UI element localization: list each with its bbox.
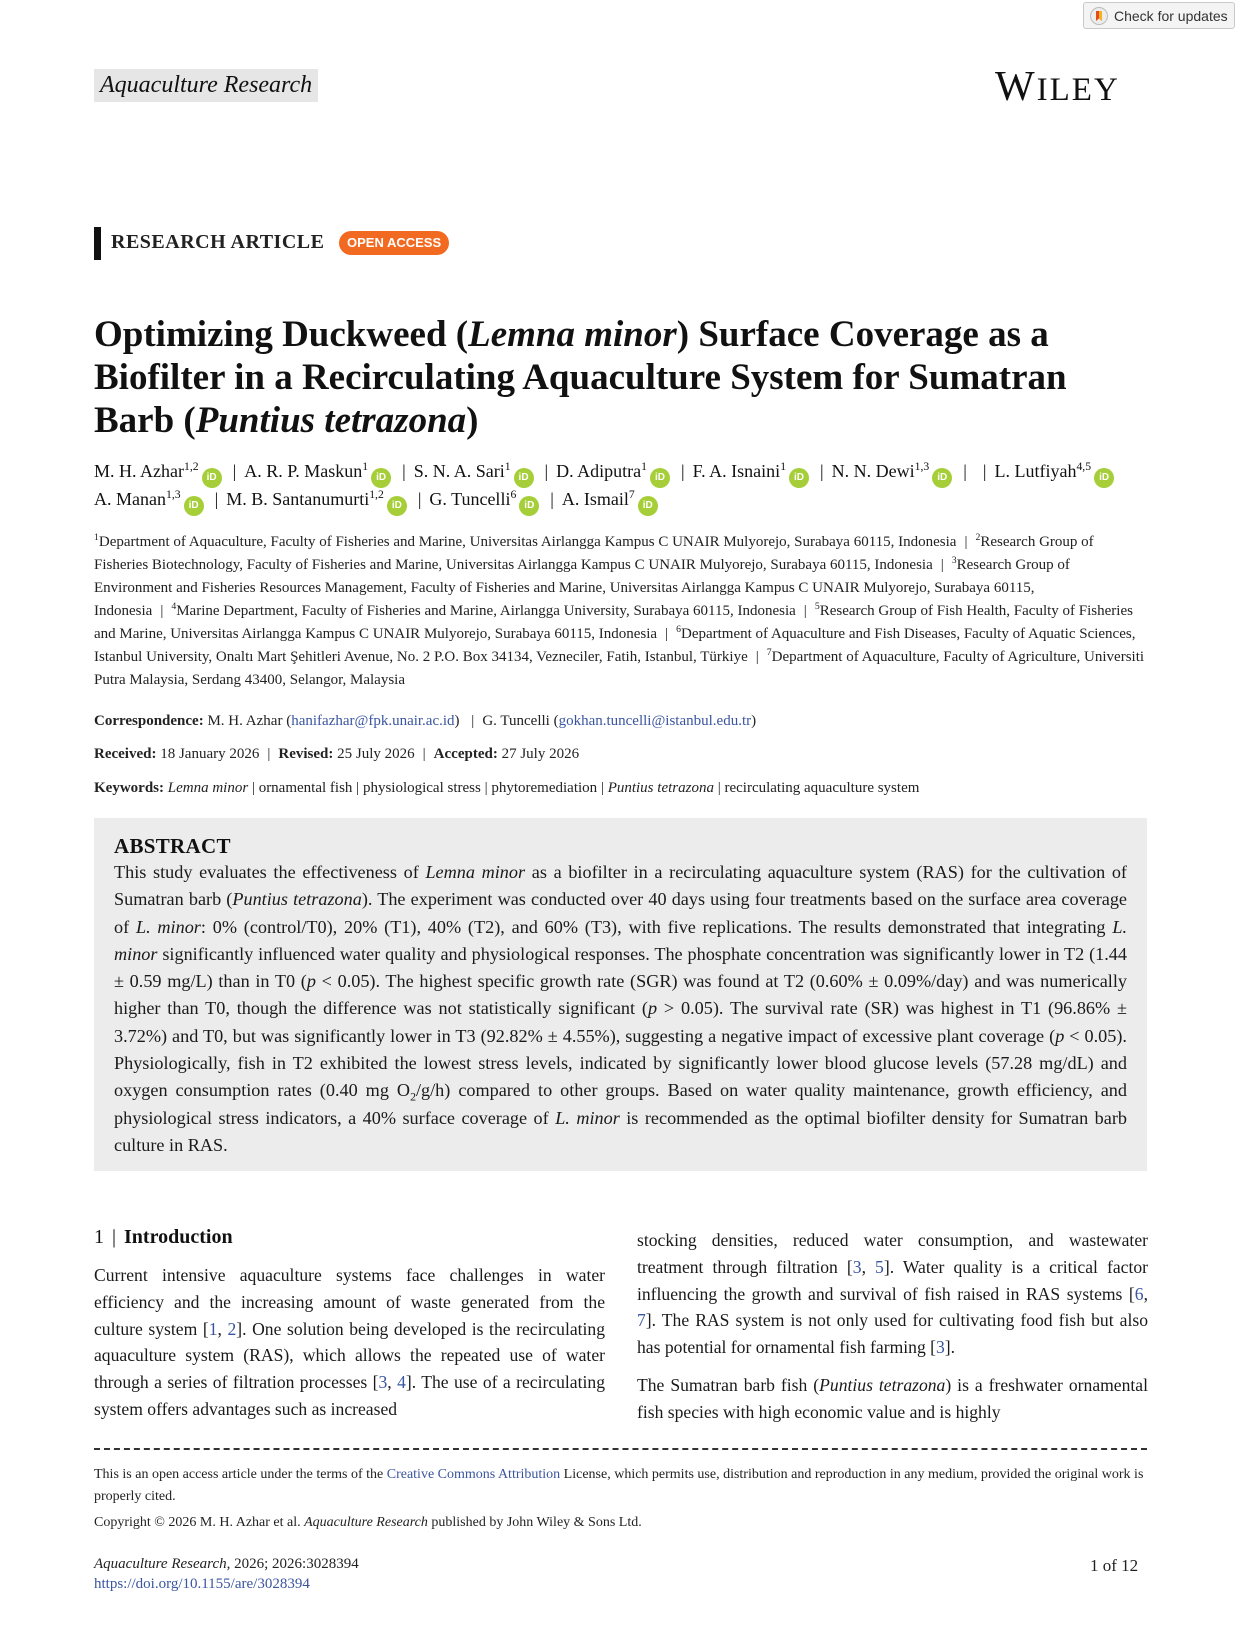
author-name: G. Tuncelli: [429, 489, 511, 509]
intro-paragraph-2: The Sumatran barb fish (Puntius tetrazona) is a freshwater ornamental fish species with high economic value and is highly: [637, 1375, 1148, 1422]
citation-link[interactable]: 3: [852, 1256, 862, 1277]
affiliation-separator: |: [160, 603, 164, 619]
author-affiliation-marker: 1: [641, 460, 647, 473]
citation-link[interactable]: 2: [227, 1318, 237, 1339]
orcid-icon[interactable]: iD: [387, 496, 407, 516]
affiliation-number: 7: [766, 647, 772, 658]
author-separator: |: [982, 461, 987, 481]
orcid-icon[interactable]: iD: [1094, 468, 1114, 488]
citation-link[interactable]: 4: [397, 1372, 406, 1393]
keyword: phytoremediation: [491, 780, 598, 796]
author-affiliation-marker: 4,5: [1076, 460, 1092, 473]
author-name: N. N. Dewi: [831, 461, 915, 481]
author-name: S. N. A. Sari: [413, 461, 505, 481]
citation-link[interactable]: 5: [875, 1256, 884, 1277]
affiliation-text: Department of Aquaculture, Faculty of Agriculture, Universiti Putra Malaysia, Serdang 43400, Selangor, Malaysia: [94, 649, 1145, 688]
affiliation-text: Research Group of Fisheries Biotechnology, Faculty of Fisheries and Marine, Universitas Airlangga Kampus C UNAIR Mulyorejo, Surabaya 60115, Indonesia: [94, 534, 1094, 573]
email-link-tuncelli[interactable]: gokhan.tuncelli@istanbul.edu.tr: [558, 713, 752, 729]
orcid-icon[interactable]: iD: [638, 496, 658, 516]
author-affiliation-marker: 1,2: [183, 460, 199, 473]
article-dates: Received: 18 January 2026 | Revised: 25 July 2026 | Accepted: 27 July 2026: [94, 746, 580, 762]
author-name: M. B. Santanumurti: [226, 489, 370, 509]
author-name: A. Ismail: [561, 489, 629, 509]
footnote-divider: [94, 1448, 1147, 1450]
affiliation-separator: |: [665, 626, 669, 642]
wiley-logo: WILEY: [995, 64, 1120, 110]
citation-link[interactable]: 3: [936, 1337, 945, 1358]
affiliation-separator: |: [755, 649, 759, 665]
abstract-text: This study evaluates the effectiveness of Lemna minor as a biofilter in a recirculating aquaculture system (RAS) for the cultivation of Sumatran barb (Puntius tetrazona). The experiment was conducted over 40 days using four treatments based on the surface area coverage of L. minor: 0% (control/T0), 20% (T1), 40% (T2), and 60% (T3), with five replications. The results demonstrated that integrating L. minor significantly influenced water quality and physiological responses. The phosphate concentration was significantly lower in T2 (1.44 ± 0.59 mg/L) than in T0 (p < 0.05). The highest specific growth rate (SGR) was found at T2 (0.60% ± 0.09%/day) and was numerically higher than T0, though the difference was not statistically significant (p > 0.05). The survival rate (SR) was highest in T1 (96.86% ± 3.72%) and T0, but was significantly lower in T3 (92.82% ± 4.55%), suggesting a negative impact of excessive plant coverage (p < 0.05). Physiologically, fish in T2 exhibited the lowest stress levels, indicated by significantly lower blood glucose levels (57.28 mg/dL) and oxygen consumption rates (0.40 mg $O_2/g/h$) compared to other groups. Based on water quality maintenance, growth efficiency, and physiological stress indicators, a 40% surface coverage of L. minor is recommended as the optimal biofilter density for Sumatran barb culture in RAS.: [114, 862, 1127, 1155]
citation-link[interactable]: 3: [378, 1372, 388, 1393]
creative-commons-link[interactable]: Creative Commons Attribution: [386, 1467, 561, 1482]
author-affiliation-marker: 1: [504, 460, 511, 473]
keyword: Puntius tetrazona: [607, 780, 714, 796]
affiliation-number: 1: [94, 532, 99, 543]
keyword: Lemna minor: [167, 780, 249, 796]
keyword-separator: |: [597, 780, 608, 796]
affiliation-separator: |: [803, 603, 807, 619]
author-affiliation-marker: 1,3: [914, 460, 930, 473]
author-name: D. Adiputra: [556, 461, 642, 481]
citation-link[interactable]: 7: [637, 1310, 646, 1331]
affiliation-number: 5: [814, 601, 820, 612]
citation-link[interactable]: 1: [208, 1318, 218, 1339]
author-affiliation-marker: 1: [780, 460, 787, 473]
citation-link[interactable]: 6: [1134, 1283, 1144, 1304]
check-for-updates-button[interactable]: [1083, 2, 1235, 29]
author-affiliation-marker: 1: [362, 460, 369, 473]
article-title: Optimizing Duckweed (Lemna minor) Surface Coverage as a Biofilter in a Recirculating Aquaculture System for Sumatran Barb (Puntius tetrazona): [94, 314, 1067, 441]
keyword-separator: |: [248, 780, 259, 796]
keyword-separator: |: [352, 780, 363, 796]
check-for-updates-label: Check for updates: [1114, 7, 1228, 24]
correspondence: Correspondence: M. H. Azhar (hanifazhar@fpk.unair.ac.id) | G. Tuncelli (gokhan.tuncelli@istanbul.edu.tr): [94, 713, 757, 729]
open-access-badge: OPEN ACCESS: [339, 231, 449, 255]
author-separator: |: [402, 461, 406, 481]
journal-name: Aquaculture Research: [94, 69, 318, 102]
section-heading-introduction: 1 | Introduction: [94, 1226, 233, 1248]
author-name: M. H. Azhar: [94, 461, 184, 481]
intro-paragraph-1: Current intensive aquaculture systems face challenges in water efficiency and the increasing amount of waste generated from the culture system [1, 2]. One solution being developed is the recirculating aquaculture system (RAS), which allows the repeated use of water through a series of filtration processes [3, 4]. The use of a recirculating system offers advantages such as increased: [94, 1265, 606, 1419]
footer-citation: Aquaculture Research, 2026; 2026:3028394: [94, 1556, 359, 1572]
keyword: recirculating aquaculture system: [724, 780, 920, 796]
affiliation-text: Research Group of Fish Health, Faculty of Fisheries and Marine, Universitas Airlangga Kampus C UNAIR Mulyorejo, Surabaya 60115, Indonesia: [94, 603, 1133, 642]
orcid-icon[interactable]: iD: [371, 468, 391, 488]
bookmark-icon: [1090, 7, 1108, 25]
license-notice: This is an open access article under the terms of the Creative Commons Attribution License, which permits use, distribution and reproduction in any medium, provided the original work is properly cited.: [94, 1467, 1144, 1504]
keywords: [94, 778, 1149, 798]
author-separator: |: [232, 461, 237, 481]
author-separator: |: [214, 489, 219, 509]
author-separator: |: [544, 461, 549, 481]
author-list: [94, 460, 1144, 516]
keyword-separator: |: [713, 780, 725, 796]
affiliation-separator: |: [940, 557, 944, 573]
affiliation-separator: |: [964, 534, 968, 550]
orcid-icon[interactable]: iD: [932, 468, 952, 488]
article-type: RESEARCH ARTICLE: [111, 231, 325, 253]
author-affiliation-marker: 7: [628, 488, 635, 501]
author-affiliation-marker: 1,3: [165, 488, 181, 501]
affiliation-number: 2: [975, 532, 981, 543]
orcid-icon[interactable]: iD: [202, 468, 222, 488]
keyword: ornamental fish: [258, 780, 353, 796]
author-separator: |: [417, 489, 422, 509]
affiliation-number: 4: [171, 601, 177, 612]
affiliation-number: 6: [676, 624, 681, 635]
email-link-azhar[interactable]: hanifazhar@fpk.unair.ac.id: [291, 713, 455, 729]
affiliation-number: 3: [951, 555, 957, 566]
orcid-icon[interactable]: iD: [184, 496, 204, 516]
author-separator: |: [681, 461, 685, 481]
orcid-icon[interactable]: iD: [789, 468, 809, 488]
author-name: A. R. P. Maskun: [244, 461, 363, 481]
author-affiliation-marker: 1,2: [369, 488, 384, 501]
article-type-bar: [94, 227, 101, 260]
doi-link[interactable]: https://doi.org/10.1155/are/3028394: [94, 1576, 310, 1592]
keyword-separator: |: [480, 780, 492, 796]
orcid-icon[interactable]: iD: [514, 468, 534, 488]
page-number: 1 of 12: [1090, 1556, 1139, 1575]
author-separator: |: [820, 461, 824, 481]
intro-paragraph-1-continued: stocking densities, reduced water consumption, and wastewater treatment through filtration [3, 5]. Water quality is a critical factor influencing the growth and survival of fish raised in RAS systems [6, 7]. The RAS system is not only used for cultivating food fish but also has potential for ornamental fish farming [3].: [637, 1230, 1148, 1358]
author-separator: |: [550, 489, 554, 509]
orcid-icon[interactable]: iD: [650, 468, 670, 488]
copyright-notice: Copyright © 2026 M. H. Azhar et al. Aquaculture Research published by John Wiley & Sons Ltd.: [94, 1515, 642, 1530]
affiliation-text: Department of Aquaculture and Fish Diseases, Faculty of Aquatic Sciences, Istanbul University, Onaltı Mart Şehitleri Avenue, No. 2 P.O. Box 34134, Vezneciler, Fatih, Istanbul, Türkiye: [94, 626, 1136, 665]
affiliation-text: Department of Aquaculture, Faculty of Fisheries and Marine, Universitas Airlangga Kampus C UNAIR Mulyorejo, Surabaya 60115, Indonesia: [98, 534, 957, 550]
author-name: A. Manan: [94, 489, 166, 509]
author-name: L. Lutfiyah: [994, 461, 1077, 481]
affiliation-text: Research Group of Environment and Fisheries Resources Management, Faculty of Fisheries and Marine, Universitas Airlangga Kampus C UNAIR Mulyorejo, Surabaya 60115, Indonesia: [94, 557, 1070, 619]
abstract-heading: ABSTRACT: [114, 834, 231, 858]
author-name: F. A. Isnaini: [692, 461, 781, 481]
keywords-label: Keywords:: [94, 780, 164, 796]
affiliation-text: Marine Department, Faculty of Fisheries and Marine, Airlangga University, Surabaya 60115, Indonesia: [176, 603, 796, 619]
orcid-icon[interactable]: iD: [519, 496, 539, 516]
affiliations: [94, 531, 1149, 692]
keyword: physiological stress: [362, 780, 481, 796]
author-separator: |: [963, 461, 967, 481]
author-affiliation-marker: 6: [510, 488, 517, 501]
